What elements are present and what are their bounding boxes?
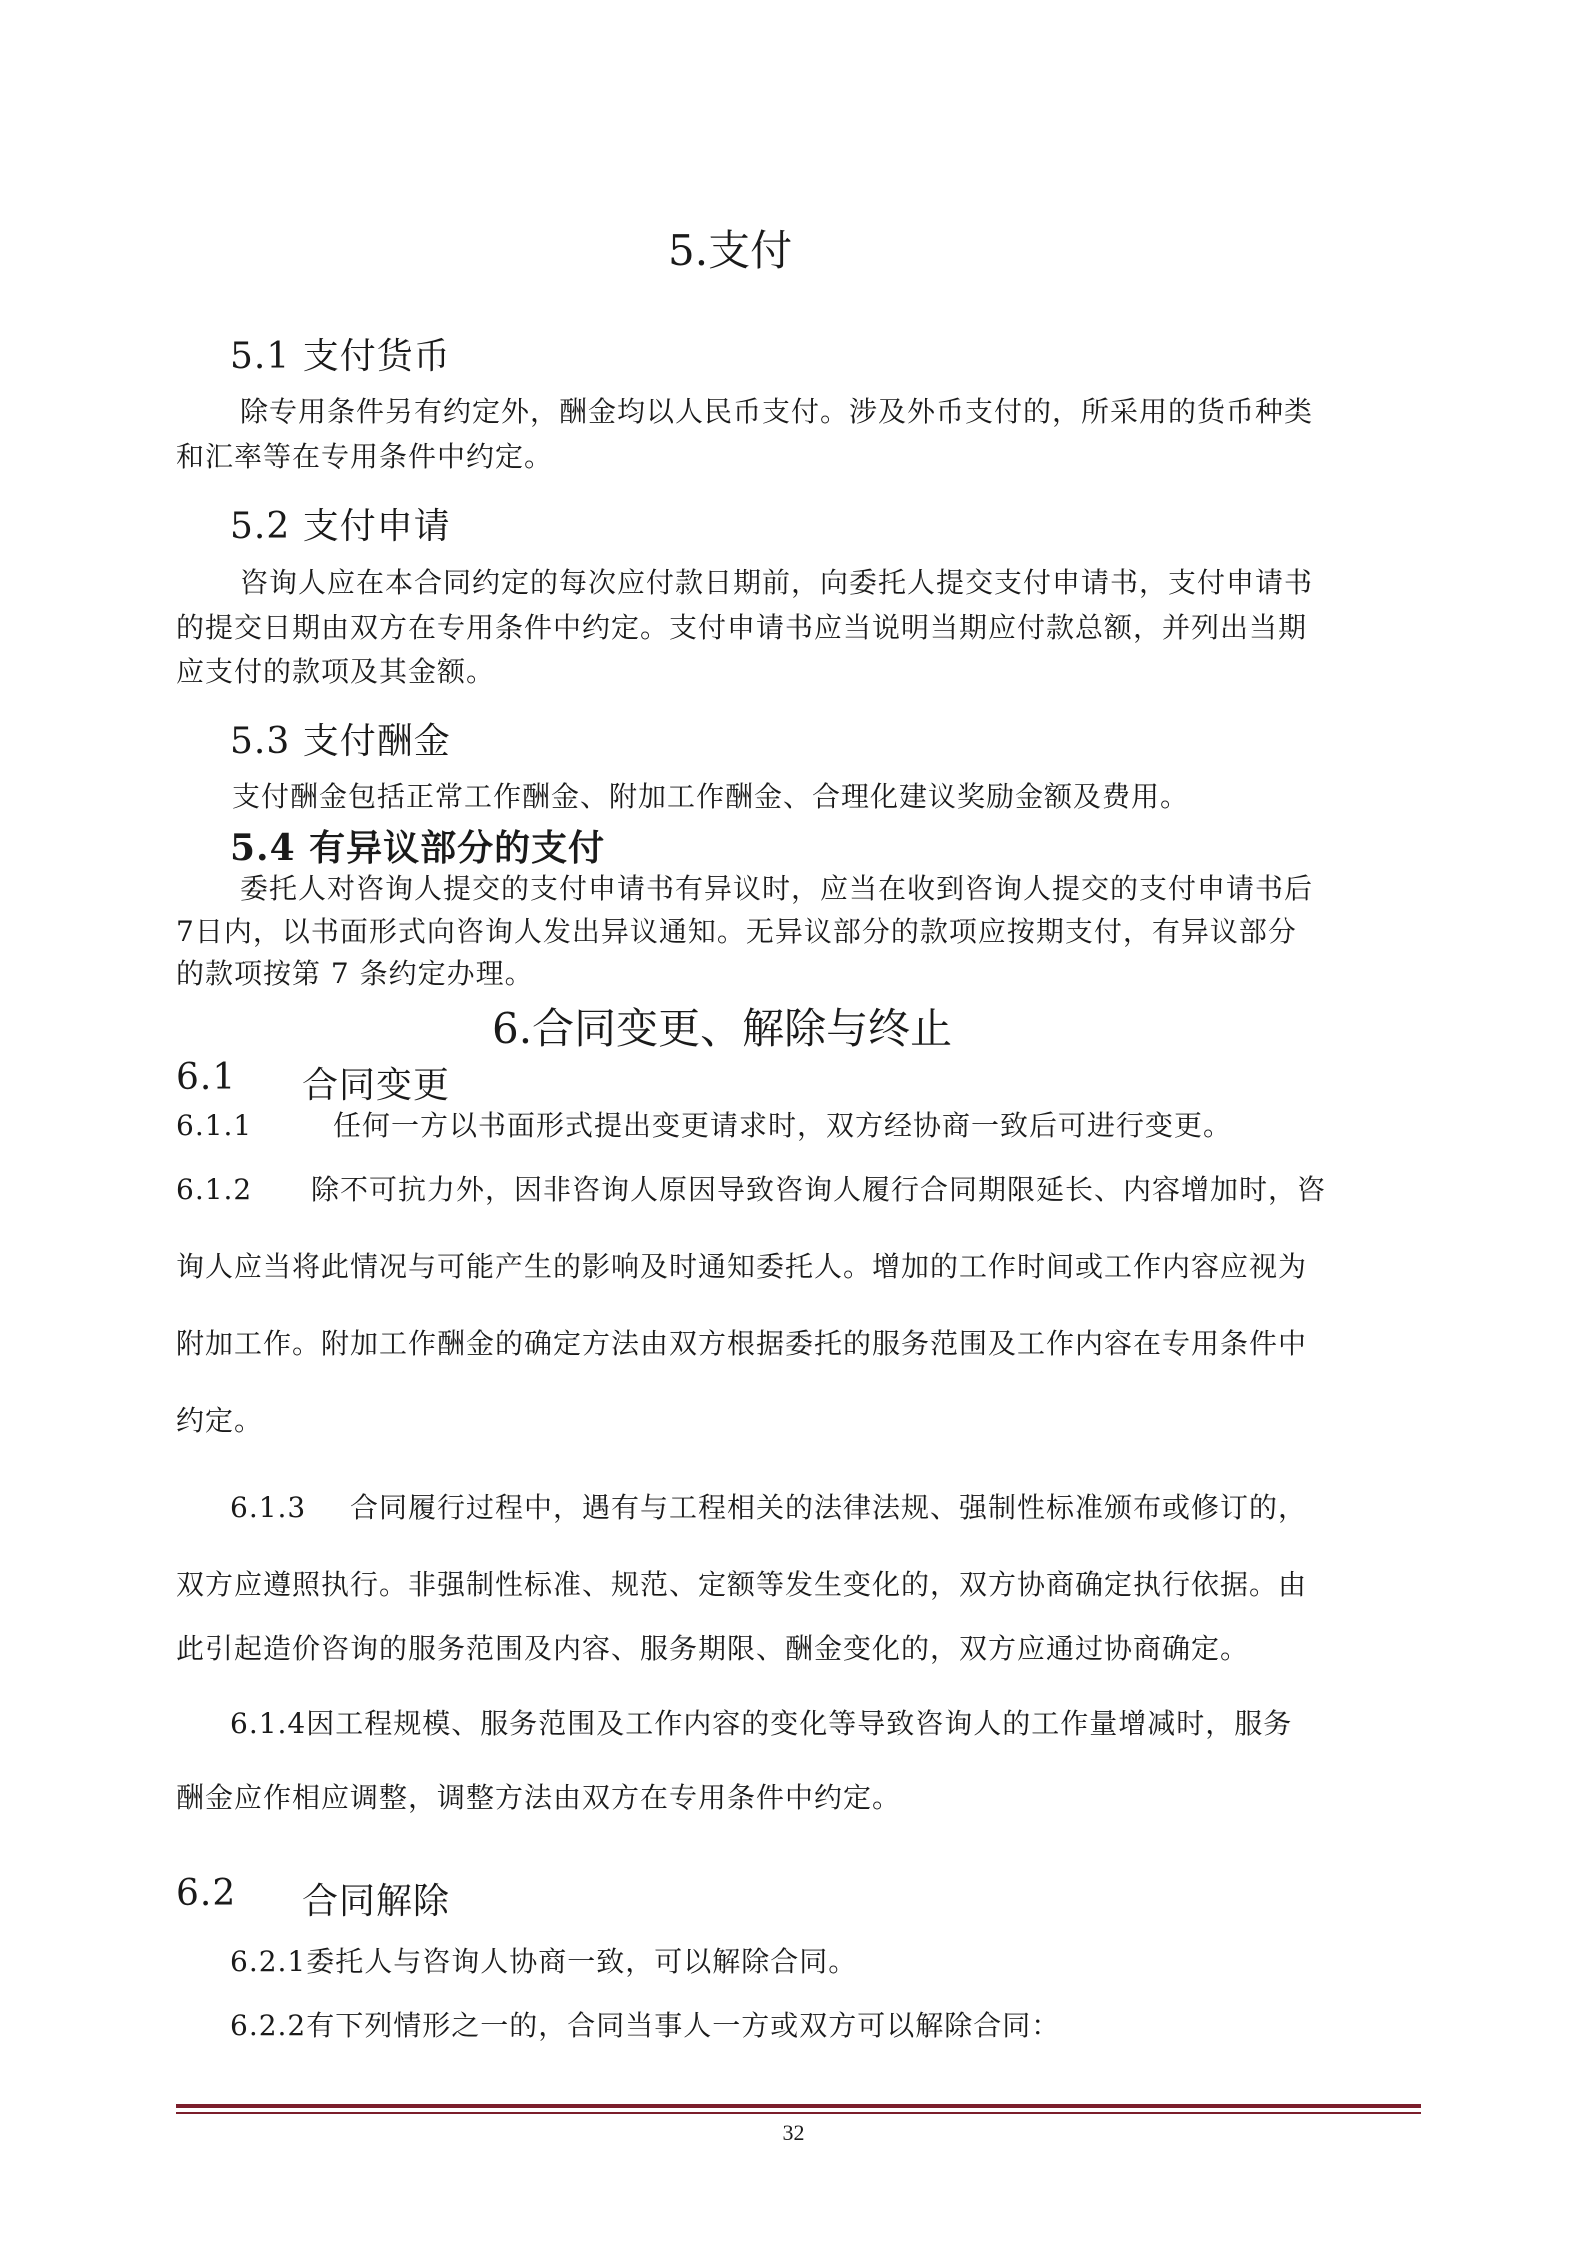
clause-6-1-1-number: 6.1.1 <box>176 1109 253 1142</box>
section-5-2-heading: 5.2 支付申请 <box>230 506 451 547</box>
footer-rule-thick <box>176 2104 1421 2108</box>
clause-6-1-2-number: 6.1.2 <box>176 1173 253 1206</box>
section-5-1-line-2: 和汇率等在专用条件中约定。 <box>176 440 554 473</box>
section-5-2-line-3: 应支付的款项及其金额。 <box>176 655 496 688</box>
clause-6-1-1-text: 任何一方以书面形式提出变更请求时，双方经协商一致后可进行变更。 <box>333 1109 1233 1142</box>
clause-6-1-2-line-2: 询人应当将此情况与可能产生的影响及时通知委托人。增加的工作时间或工作内容应视为 <box>176 1250 1308 1283</box>
section-6-2-label: 合同解除 <box>302 1881 451 1922</box>
section-5-2-line-2: 的提交日期由双方在专用条件中约定。支付申请书应当说明当期应付款总额，并列出当期 <box>176 611 1308 644</box>
clause-6-1-2-line-4: 约定。 <box>176 1404 264 1437</box>
section-6-1-label: 合同变更 <box>302 1065 451 1106</box>
section-6-title: 6.合同变更、解除与终止 <box>492 1004 953 1053</box>
section-6-1-number: 6.1 <box>176 1057 237 1098</box>
footer-rule-thin <box>176 2112 1421 2114</box>
page-number: 32 <box>782 2120 805 2145</box>
clause-6-1-4-line-2: 酬金应作相应调整，调整方法由双方在专用条件中约定。 <box>176 1781 902 1814</box>
section-5-title: 5.支付 <box>668 226 793 275</box>
section-5-4-line-3: 的款项按第 7 条约定办理。 <box>176 957 534 990</box>
section-5-1-heading: 5.1 支付货币 <box>230 336 451 377</box>
clause-6-1-4-first-line: 6.1.4因工程规模、服务范围及工作内容的变化等导致咨询人的工作量增减时，服务 <box>230 1707 1293 1740</box>
clause-6-1-3-number: 6.1.3 <box>230 1491 307 1524</box>
clause-6-2-2: 6.2.2有下列情形之一的，合同当事人一方或双方可以解除合同： <box>230 2009 1061 2042</box>
section-5-3-heading: 5.3 支付酬金 <box>230 721 451 762</box>
clause-6-1-2-line-3: 附加工作。附加工作酬金的确定方法由双方根据委托的服务范围及工作内容在专用条件中 <box>176 1327 1308 1360</box>
section-5-1-line-1: 除专用条件另有约定外，酬金均以人民币支付。涉及外币支付的，所采用的货币种类 <box>240 395 1314 428</box>
section-6-2-number: 6.2 <box>176 1873 237 1914</box>
clause-6-1-3-line-2: 双方应遵照执行。非强制性标准、规范、定额等发生变化的，双方协商确定执行依据。由 <box>176 1568 1308 1601</box>
section-5-4-line-2: 7日内，以书面形式向咨询人发出异议通知。无异议部分的款项应按期支付，有异议部分 <box>176 915 1297 948</box>
clause-6-1-3-line-3: 此引起造价咨询的服务范围及内容、服务期限、酬金变化的，双方应通过协商确定。 <box>176 1632 1250 1665</box>
section-5-3-line-1: 支付酬金包括正常工作酬金、附加工作酬金、合理化建议奖励金额及费用。 <box>232 780 1190 813</box>
clause-6-1-3-first-line: 合同履行过程中，遇有与工程相关的法律法规、强制性标准颁布或修订的， <box>350 1491 1308 1524</box>
clause-6-1-2-first-line: 除不可抗力外，因非咨询人原因导致咨询人履行合同期限延长、内容增加时，咨 <box>311 1173 1327 1206</box>
section-5-4-heading: 5.4 有异议部分的支付 <box>230 827 606 869</box>
section-5-4-line-1: 委托人对咨询人提交的支付申请书有异议时，应当在收到咨询人提交的支付申请书后 <box>240 872 1314 905</box>
section-5-2-line-1: 咨询人应在本合同约定的每次应付款日期前，向委托人提交支付申请书，支付申请书 <box>240 566 1314 599</box>
clause-6-2-1: 6.2.1委托人与咨询人协商一致，可以解除合同。 <box>230 1945 858 1978</box>
